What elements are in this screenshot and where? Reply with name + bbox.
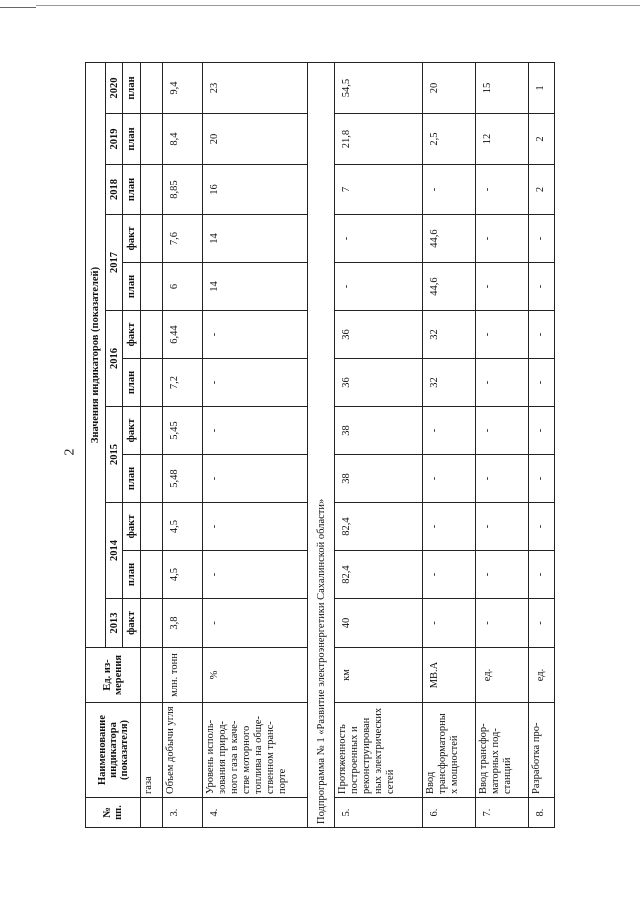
row-unit: км bbox=[334, 648, 422, 703]
header-sub: план bbox=[123, 263, 141, 311]
header-year: 2015 bbox=[105, 407, 123, 503]
row-value: - bbox=[475, 359, 528, 407]
row-value: - bbox=[475, 503, 528, 551]
header-sub: факт bbox=[123, 215, 141, 263]
row-value: 1 bbox=[528, 63, 554, 114]
header-sub: факт bbox=[123, 407, 141, 455]
table-row bbox=[334, 63, 422, 828]
row-unit: МВ.А bbox=[422, 648, 475, 703]
row-value: 36 bbox=[334, 311, 422, 359]
header-year: 2013 bbox=[105, 599, 123, 648]
row-value: - bbox=[475, 165, 528, 215]
row-value: 20 bbox=[202, 114, 308, 165]
row-value: 5,48 bbox=[163, 455, 203, 503]
row-value bbox=[141, 407, 163, 455]
row-value: - bbox=[475, 551, 528, 599]
row-value: - bbox=[422, 407, 475, 455]
row-value: 16 bbox=[202, 165, 308, 215]
row-value: - bbox=[475, 599, 528, 648]
row-value: 40 bbox=[334, 599, 422, 648]
row-value: 38 bbox=[334, 455, 422, 503]
header-sub: факт bbox=[123, 599, 141, 648]
row-value: 2 bbox=[528, 165, 554, 215]
row-value bbox=[141, 359, 163, 407]
row-value: 44,6 bbox=[422, 215, 475, 263]
row-value bbox=[141, 215, 163, 263]
indicators-table bbox=[85, 62, 555, 828]
row-value: 4,5 bbox=[163, 551, 203, 599]
row-value: 7 bbox=[334, 165, 422, 215]
row-value: 14 bbox=[202, 215, 308, 263]
row-value: 15 bbox=[475, 63, 528, 114]
row-value: 32 bbox=[422, 359, 475, 407]
row-value bbox=[141, 165, 163, 215]
row-value: 6,44 bbox=[163, 311, 203, 359]
row-value: 3,8 bbox=[163, 599, 203, 648]
row-value: 82,4 bbox=[334, 503, 422, 551]
row-value: - bbox=[475, 455, 528, 503]
row-value bbox=[141, 455, 163, 503]
row-value bbox=[141, 63, 163, 114]
row-value: 8,85 bbox=[163, 165, 203, 215]
row-value: - bbox=[422, 455, 475, 503]
row-value: - bbox=[528, 311, 554, 359]
row-value bbox=[141, 263, 163, 311]
row-value: - bbox=[422, 551, 475, 599]
row-value: - bbox=[422, 165, 475, 215]
header-sub: план bbox=[123, 63, 141, 114]
row-unit: ед. bbox=[528, 648, 554, 703]
row-name: Уровень исполь-зования природ-ного газа в каче-стве моторного топлива на обще-ственном транс-порте bbox=[202, 703, 308, 798]
row-value: 54,5 bbox=[334, 63, 422, 114]
row-unit bbox=[141, 648, 163, 703]
row-value: - bbox=[528, 215, 554, 263]
row-value: 8,4 bbox=[163, 114, 203, 165]
row-value: 36 bbox=[334, 359, 422, 407]
row-num: 3. bbox=[163, 798, 203, 828]
row-name: Объем добычи угля bbox=[163, 703, 203, 798]
row-name: Ввод трансфор-маторных под-станций bbox=[475, 703, 528, 798]
row-value: - bbox=[475, 263, 528, 311]
page-number: 2 bbox=[62, 448, 78, 456]
row-num: 7. bbox=[475, 798, 528, 828]
row-value: - bbox=[202, 503, 308, 551]
row-value bbox=[141, 311, 163, 359]
header-sub: факт bbox=[123, 503, 141, 551]
row-value: 14 bbox=[202, 263, 308, 311]
row-value: 82,4 bbox=[334, 551, 422, 599]
row-unit: % bbox=[202, 648, 308, 703]
row-value: 21,8 bbox=[334, 114, 422, 165]
header-name: Наименование индикатора (показателя) bbox=[86, 703, 141, 798]
row-value: 32 bbox=[422, 311, 475, 359]
row-value: - bbox=[475, 215, 528, 263]
row-num: 5. bbox=[334, 798, 422, 828]
row-value: - bbox=[202, 359, 308, 407]
row-value: 20 bbox=[422, 63, 475, 114]
header-year: 2018 bbox=[105, 165, 123, 215]
row-num: 6. bbox=[422, 798, 475, 828]
subprogram-title: Подпрограмма № 1 «Развитие электроэнергетики Сахалинской области» bbox=[308, 63, 334, 828]
header-year: 2016 bbox=[105, 311, 123, 407]
row-value: 9,4 bbox=[163, 63, 203, 114]
row-value bbox=[141, 551, 163, 599]
row-value: 2,5 bbox=[422, 114, 475, 165]
row-num bbox=[141, 798, 163, 828]
row-value: - bbox=[422, 503, 475, 551]
row-name: Протяженность построенных и реконструирован ных электрических сетей bbox=[334, 703, 422, 798]
header-sub: план bbox=[123, 551, 141, 599]
header-year: 2019 bbox=[105, 114, 123, 165]
row-value: - bbox=[334, 263, 422, 311]
header-num: № пп. bbox=[86, 798, 141, 828]
row-value: 44,6 bbox=[422, 263, 475, 311]
header-sub: план bbox=[123, 455, 141, 503]
row-value: - bbox=[202, 599, 308, 648]
row-value: - bbox=[528, 503, 554, 551]
row-value: - bbox=[202, 407, 308, 455]
rotated-table-container bbox=[85, 68, 555, 828]
table-row bbox=[163, 63, 203, 828]
row-value: - bbox=[202, 551, 308, 599]
row-value: 38 bbox=[334, 407, 422, 455]
row-value: - bbox=[475, 311, 528, 359]
row-num: 4. bbox=[202, 798, 308, 828]
row-value: 12 bbox=[475, 114, 528, 165]
row-value: - bbox=[528, 599, 554, 648]
row-value bbox=[141, 599, 163, 648]
header-sub: факт bbox=[123, 311, 141, 359]
subprogram-row bbox=[308, 63, 334, 828]
header-sub: план bbox=[123, 114, 141, 165]
row-value: - bbox=[528, 407, 554, 455]
row-value: - bbox=[528, 455, 554, 503]
header-year: 2014 bbox=[105, 503, 123, 599]
header-sub: план bbox=[123, 165, 141, 215]
row-name: Разработка про- bbox=[528, 703, 554, 798]
row-value: 6 bbox=[163, 263, 203, 311]
row-value: - bbox=[528, 263, 554, 311]
row-value bbox=[141, 114, 163, 165]
table-row bbox=[422, 63, 475, 828]
row-name: газа bbox=[141, 703, 163, 798]
row-value: - bbox=[202, 311, 308, 359]
scan-artifact-line bbox=[0, 7, 36, 8]
row-unit: ед. bbox=[475, 648, 528, 703]
row-value bbox=[141, 503, 163, 551]
row-num: 8. bbox=[528, 798, 554, 828]
row-value: - bbox=[422, 599, 475, 648]
header-year: 2020 bbox=[105, 63, 123, 114]
row-value: 23 bbox=[202, 63, 308, 114]
table-row bbox=[141, 63, 163, 828]
table-row bbox=[475, 63, 528, 828]
table-row bbox=[202, 63, 308, 828]
row-name: Ввод трансформаторны х мощностей bbox=[422, 703, 475, 798]
row-value: - bbox=[202, 455, 308, 503]
header-year: 2017 bbox=[105, 215, 123, 311]
header-unit: Ед. из-мерения bbox=[86, 648, 141, 703]
row-value: - bbox=[528, 551, 554, 599]
row-value: - bbox=[334, 215, 422, 263]
header-values: Значения индикаторов (показателей) bbox=[86, 63, 106, 648]
row-value: 4,5 bbox=[163, 503, 203, 551]
row-value: 5,45 bbox=[163, 407, 203, 455]
row-value: 2 bbox=[528, 114, 554, 165]
row-unit: млн. тонн bbox=[163, 648, 203, 703]
row-value: - bbox=[528, 359, 554, 407]
header-sub: план bbox=[123, 359, 141, 407]
scan-artifact-line bbox=[36, 5, 640, 6]
table-row bbox=[528, 63, 554, 828]
row-value: 7,6 bbox=[163, 215, 203, 263]
row-value: 7,2 bbox=[163, 359, 203, 407]
row-value: - bbox=[475, 407, 528, 455]
